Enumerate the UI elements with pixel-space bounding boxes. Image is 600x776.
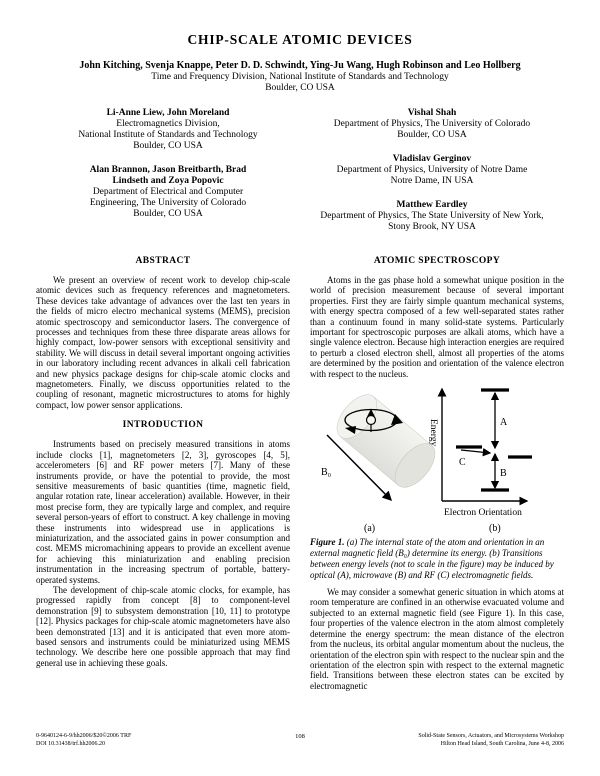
footer-isbn-line: 0-9640124-6-9/hh2006/$20©2006 TRF	[36, 733, 132, 739]
affiliation-city: Stony Brook, NY USA	[388, 222, 476, 232]
affiliation-city: Boulder, CO USA	[133, 209, 203, 219]
author-names: Alan Brannon, Jason Breitbarth, Brad Lindseth and Zoya Popovic	[89, 165, 247, 186]
section-heading-introduction: INTRODUCTION	[122, 420, 204, 431]
affiliation-block	[78, 108, 257, 152]
affiliation-column-right	[300, 108, 564, 246]
primary-affiliation: Time and Frequency Division, National Institute of Standards and Technology	[151, 72, 449, 82]
orientation-axis-label: Electron Orientation	[444, 508, 522, 519]
transition-c-label: C	[459, 457, 466, 469]
affiliation-inst: National Institute of Standards and Technology	[78, 130, 258, 140]
subfigure-a-label: (a)	[364, 523, 376, 535]
affiliation-dept: Department of Physics, The University of Colorado	[333, 119, 531, 129]
affiliation-city: Boulder, CO USA	[133, 141, 203, 151]
b0-label: B₀	[321, 467, 332, 479]
footer-conference-line: Solid-State Sensors, Actuators, and Microsystems Workshop	[418, 733, 564, 739]
introduction-paragraph-2: The development of chip-scale atomic clocks, for example, has progressed rapidly from concept [8] to component-level demonstration [9] to subsystem demonstration [10, 11] to prototype [12]. Physics packages for chip-scale atomic magnetometers have also been demonstrated [13] and it is anticipated that even more atom-based sensors and instruments could be miniaturized using MEMS technology. We describe here one possible approach that may find general use in achieving these goals.	[36, 584, 290, 668]
spectroscopy-paragraph-2: We may consider a somewhat generic situation in which atoms at room temperature are confined in an otherwise evacuated volume and subjected to an external magnetic field (see Figure 1). In this case, four properties of the valence electron in the atom almost completely determine the energy spectrum: the mean distance of the electron from the nucleus, its orbital angular momentum about the nucleus, the orientation of the electron spin with respect to the nuclear spin and the orientation of the electron spin with respect to the external magnetic field. Transitions between these electron states can be excited by electromagnetic	[310, 587, 564, 691]
affiliation-block	[69, 165, 267, 220]
footer-publication-info	[36, 733, 247, 748]
affiliation-dept: Department of Electrical and Computer Engineering, The University of Colorado	[89, 187, 247, 208]
figure-1-caption	[310, 537, 564, 581]
page-number: 108	[295, 733, 305, 740]
introduction-paragraph-1: Instruments based on precisely measured transitions in atoms include clocks [1], magnetometers [2, 3], gyroscopes [4, 5], accelerometers [6] and RF power meters [7]. Many of these instruments provide, or have the potential to provide, the most sensitive measurements of basic quantities (time, magnetic field, angular rotation rate, linear acceleration) available. However, in their most precise form, they are typically large and complex, and require several person-years of effort to construct. A key challenge in moving these instruments into widespread use in applications is miniaturization, and the associated gains in power consumption and cost. MEMS micromachining appears to provide an excellent avenue for achieving this miniaturization and enabling precision instrumentation in the increasing spectrum of portable, battery-operated systems.	[36, 439, 290, 585]
affiliation-grid	[36, 108, 564, 246]
figure-1-graphic	[311, 383, 563, 535]
atom-cell-cylinder	[321, 388, 443, 534]
author-names: Vishal Shah	[407, 108, 457, 118]
figure-caption-text: (a) The internal state of the atom and orientation in an external magnetic field (B₀) determine its energy. (b) Transitions between energy levels (not to scale in the figure) may be induced by optical (A), microwave (B) and RF (C) electromagnetic fields.	[310, 537, 554, 581]
affiliation-dept: Electromagnetics Division,	[116, 119, 220, 129]
affiliation-block	[337, 154, 528, 187]
author-names: Matthew Eardley	[396, 200, 468, 210]
primary-location: Boulder, CO USA	[265, 83, 335, 93]
affiliation-block	[334, 108, 530, 141]
affiliation-city: Boulder, CO USA	[397, 130, 467, 140]
footer-conference-info	[353, 733, 564, 748]
affiliation-block	[320, 200, 543, 233]
section-heading-spectroscopy: ATOMIC SPECTROSCOPY	[373, 256, 501, 266]
author-names: Vladislav Gerginov	[392, 154, 472, 164]
paper-title: CHIP-SCALE ATOMIC DEVICES	[187, 32, 413, 47]
authors-line: John Kitching, Svenja Knappe, Peter D. D. Schwindt, Ying-Ju Wang, Hugh Robinson and Leo Hollberg	[79, 60, 521, 71]
right-column	[310, 256, 564, 691]
author-names: Li-Anne Liew, John Moreland	[106, 108, 230, 118]
footer-venue-line: Hilton Head Island, South Carolina, June 4-8, 2006	[440, 740, 564, 747]
section-heading-abstract: ABSTRACT	[135, 256, 191, 266]
subfigure-b-label: (b)	[489, 523, 501, 535]
affiliation-dept: Department of Physics, University of Notre Dame	[336, 165, 528, 175]
affiliation-column-left	[36, 108, 300, 246]
energy-axis-label: Energy	[428, 419, 438, 447]
abstract-paragraph: We present an overview of recent work to develop chip-scale atomic devices such as frequency references and magnetometers. These devices take advantage of advances over the last ten years in the fields of micro electro mechanical systems (MEMS), precision atomic spectroscopy and semiconductor lasers. The convergence of processes and techniques from these three disparate areas allows for highly compact, low-power sensors with exceptional sensitivity and stability. We will discuss in detail several important ongoing activities in our laboratory including recent advances in alkali cell fabrication and new physics package designs for chip-scale atomic clocks and magnetometers. Finally, we discuss opportunities related to the coupling of resonant, magnetic microstructures to atoms for highly compact, low power sensor applications.	[36, 275, 290, 410]
page-footer	[36, 733, 564, 748]
transition-a-label: A	[500, 417, 508, 429]
affiliation-dept: Department of Physics, The State University of New York,	[320, 211, 544, 221]
transition-arrow-c	[461, 450, 490, 453]
transition-b-label: B	[500, 468, 507, 480]
footer-doi-line: DOI 10.31438/trf.hh2006.20	[36, 740, 105, 747]
figure-1	[310, 383, 564, 581]
left-column	[36, 256, 290, 691]
affiliation-city: Notre Dame, IN USA	[390, 176, 474, 186]
spectroscopy-paragraph-1: Atoms in the gas phase hold a somewhat unique position in the world of precision measurement because of several important properties. First they are fairly simple quantum mechanical systems, with energy spectra composed of a few well-separated states rather than a continuum found in many solid-state systems. Particularly important for spectroscopic purposes are alkali atoms, which have a single valence electron. Because high interaction energies are required to perturb a closed electron shell, almost all properties of the atoms are determined by the position and orientation of the valence electron with respect to the nucleus.	[310, 275, 564, 379]
energy-level-diagram	[428, 389, 532, 534]
two-column-body	[36, 256, 564, 691]
figure-caption-label: Figure 1.	[310, 537, 345, 548]
